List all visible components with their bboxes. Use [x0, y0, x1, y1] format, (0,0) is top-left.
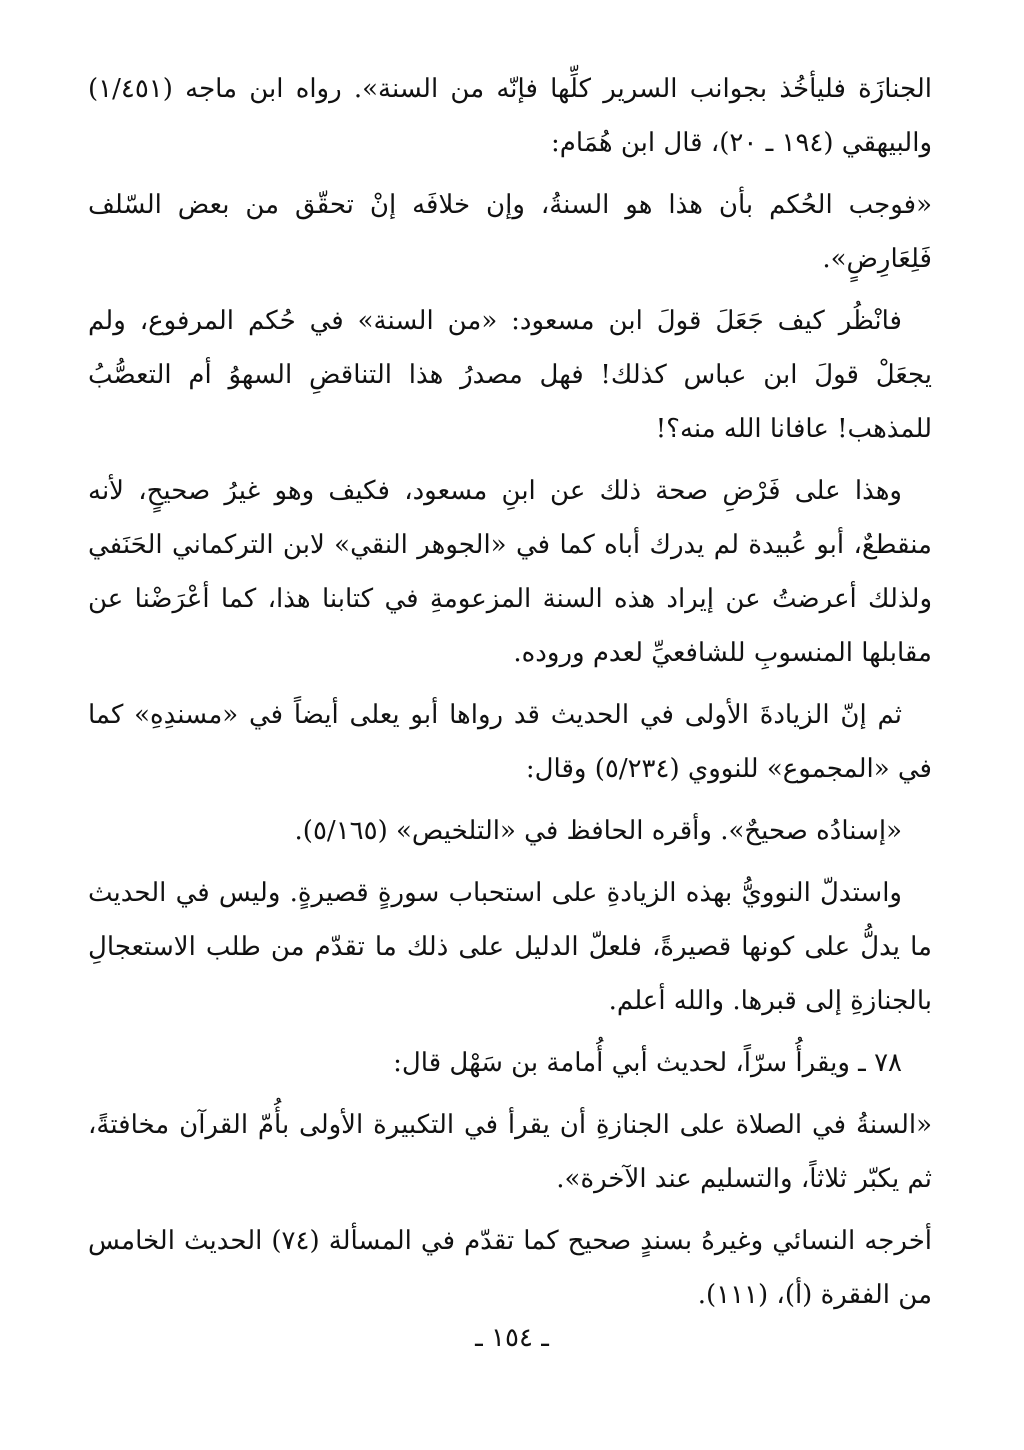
paragraph-3: فانْظُر كيف جَعَلَ قولَ ابن مسعود: «من السنة» في حُكم المرفوع، ولم يجعَلْ قولَ ابن عباس كذلك! فهل مصدرُ هذا التناقضِ السهوُ أم التعصُّبُ للمذهب! عافانا الله منه؟! [88, 306, 932, 444]
page-body [88, 62, 932, 1330]
paragraph-10: أخرجه النسائي وغيرهُ بسندٍ صحيح كما تقدّم في المسألة (٧٤) الحديث الخامس من الفقرة (أ)، (١١١). [88, 1226, 932, 1310]
page-number: ـ ١٥٤ ـ [475, 1323, 549, 1353]
paragraph-9-quote: «السنةُ في الصلاة على الجنازةِ أن يقرأ في التكبيرة الأولى بأُمّ القرآن مخافتةً، ثم يكبّر ثلاثاً، والتسليم عند الآخرة». [88, 1110, 932, 1194]
paragraph-4: وهذا على فَرْضِ صحة ذلك عن ابنِ مسعود، فكيف وهو غيرُ صحيحٍ، لأنه منقطعٌ، أبو عُبيدة لم يدرك أباه كما في «الجوهر النقي» لابن التركماني الحَنَفي ولذلك أعرضتُ عن إيراد هذه السنة المزعومةِ في كتابنا هذا، كما أعْرَضْنا عن مقابلها المنسوبِ للشافعيِّ لعدم وروده. [88, 476, 932, 668]
paragraph-7: واستدلّ النوويُّ بهذه الزيادةِ على استحباب سورةٍ قصيرةٍ. وليس في الحديث ما يدلُّ على كونها قصيرةً، فلعلّ الدليل على ذلك ما تقدّم من طلب الاستعجالِ بالجنازةِ إلى قبرها. والله أعلم. [88, 878, 932, 1016]
paragraph-5: ثم إنّ الزيادةَ الأولى في الحديث قد رواها أبو يعلى أيضاً في «مسندِهِ» كما في «المجموع» للنووي (٥/٢٣٤) وقال: [88, 700, 932, 784]
paragraph-1: الجنازَة فليأخُذ بجوانب السرير كلِّها فإنّه من السنة». رواه ابن ماجه (١/٤٥١) والبيهقي (١٩٤ ـ ٢٠)، قال ابن هُمَام: [88, 74, 932, 158]
paragraph-2-quote: «فوجب الحُكم بأن هذا هو السنةُ، وإن خلافَه إنْ تحقّق من بعض السّلف فَلِعَارِضٍ». [88, 190, 932, 274]
paragraph-6-quote: «إسنادُه صحيحٌ». وأقره الحافظ في «التلخيص» (٥/١٦٥). [294, 816, 902, 846]
paragraph-8-issue-78: ٧٨ ـ ويقرأُ سرّاً، لحديث أبي أُمامة بن سَهْل قال: [393, 1048, 902, 1078]
